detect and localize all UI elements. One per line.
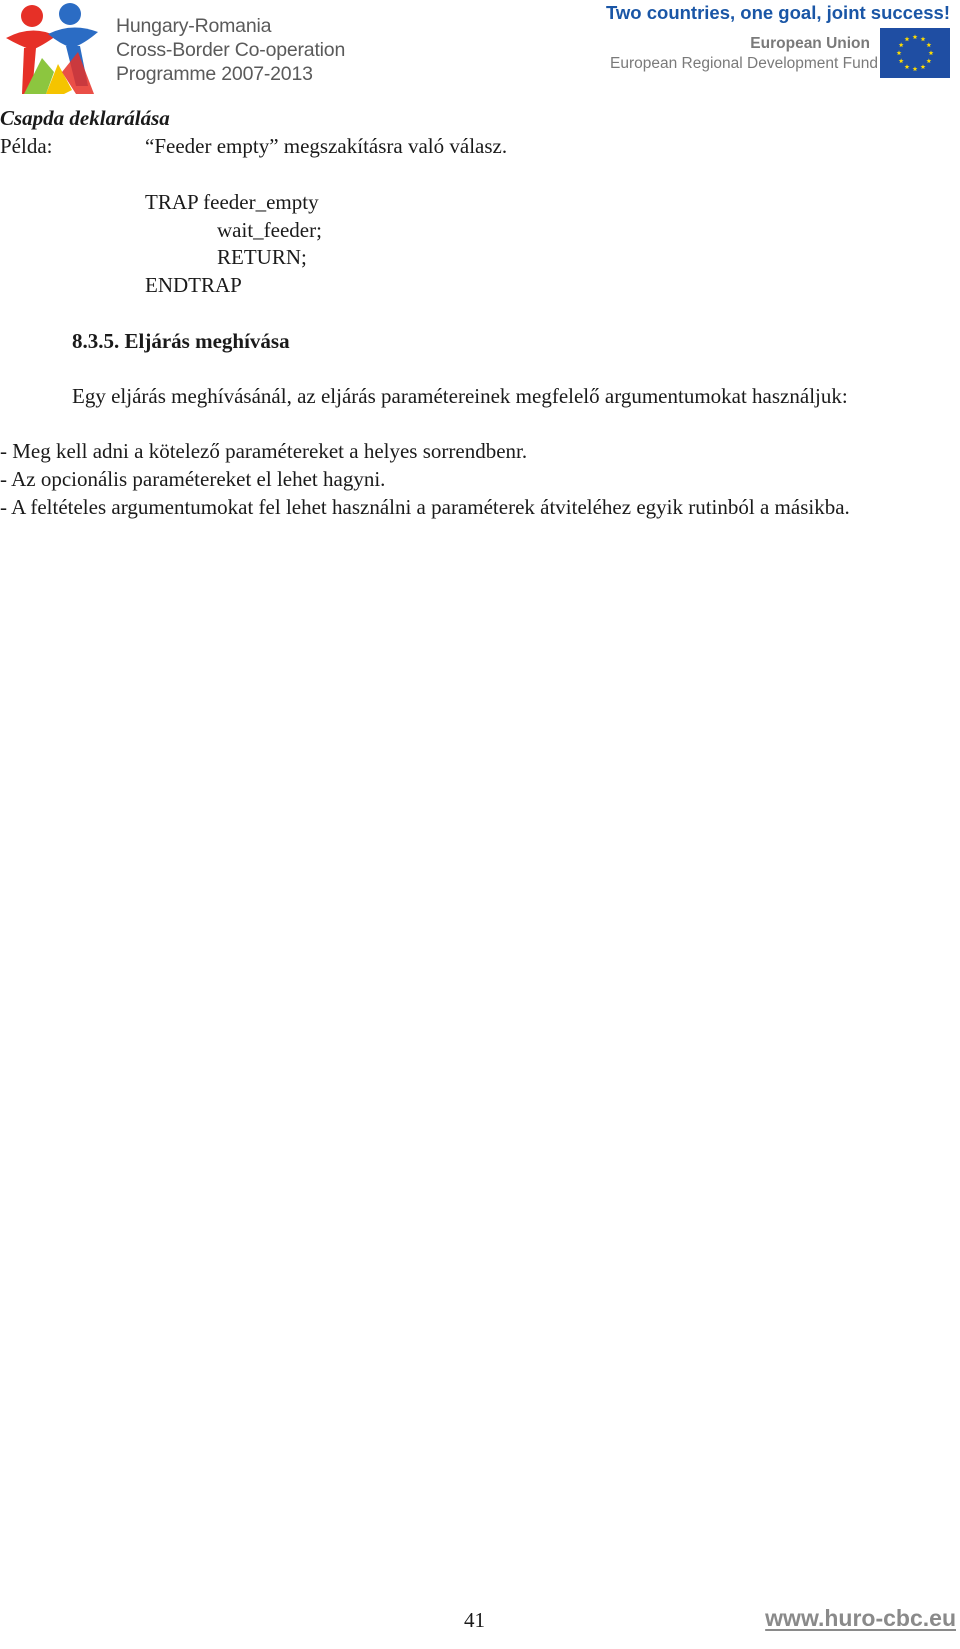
hungary-romania-programme-logo xyxy=(2,2,106,96)
eu-funding-label xyxy=(610,34,878,73)
page-header xyxy=(0,0,960,100)
programme-name-line-1: Hungary-Romania xyxy=(116,15,272,37)
trap-declaration-heading: Csapda deklarálása xyxy=(0,106,170,130)
code-line-3: RETURN; xyxy=(217,245,307,269)
eu-fund-label: European Regional Development Fund xyxy=(610,55,878,72)
bullet-2: - Az opcionális paramétereket el lehet hagyni. xyxy=(0,467,386,491)
code-line-2: wait_feeder; xyxy=(217,218,322,242)
section-heading: 8.3.5. Eljárás meghívása xyxy=(72,329,290,353)
bullet-3: - A feltételes argumentumokat fel lehet használni a paraméterek átviteléhez egyik rutinból a másikba. xyxy=(0,495,850,519)
intro-paragraph: Egy eljárás meghívásánál, az eljárás paramétereinek megfelelő argumentumokat használjuk: xyxy=(72,384,848,408)
code-line-1: TRAP feeder_empty xyxy=(145,190,319,214)
programme-name-line-3: Programme 2007-2013 xyxy=(116,63,313,85)
slogan: Two countries, one goal, joint success! xyxy=(605,2,950,23)
bullet-1: - Meg kell adni a kötelező paramétereket a helyes sorrendbenr. xyxy=(0,439,528,463)
page-number: 41 xyxy=(464,1608,485,1632)
footer-website-link[interactable]: www.huro-cbc.eu xyxy=(765,1605,956,1631)
example-text: “Feeder empty” megszakításra való válasz. xyxy=(145,134,508,158)
programme-name xyxy=(116,14,345,86)
eu-union-label: European Union xyxy=(750,35,870,52)
code-line-4: ENDTRAP xyxy=(145,273,242,297)
eu-flag-icon xyxy=(880,28,950,78)
example-label: Példa: xyxy=(0,134,53,158)
programme-name-line-2: Cross-Border Co-operation xyxy=(116,39,346,61)
